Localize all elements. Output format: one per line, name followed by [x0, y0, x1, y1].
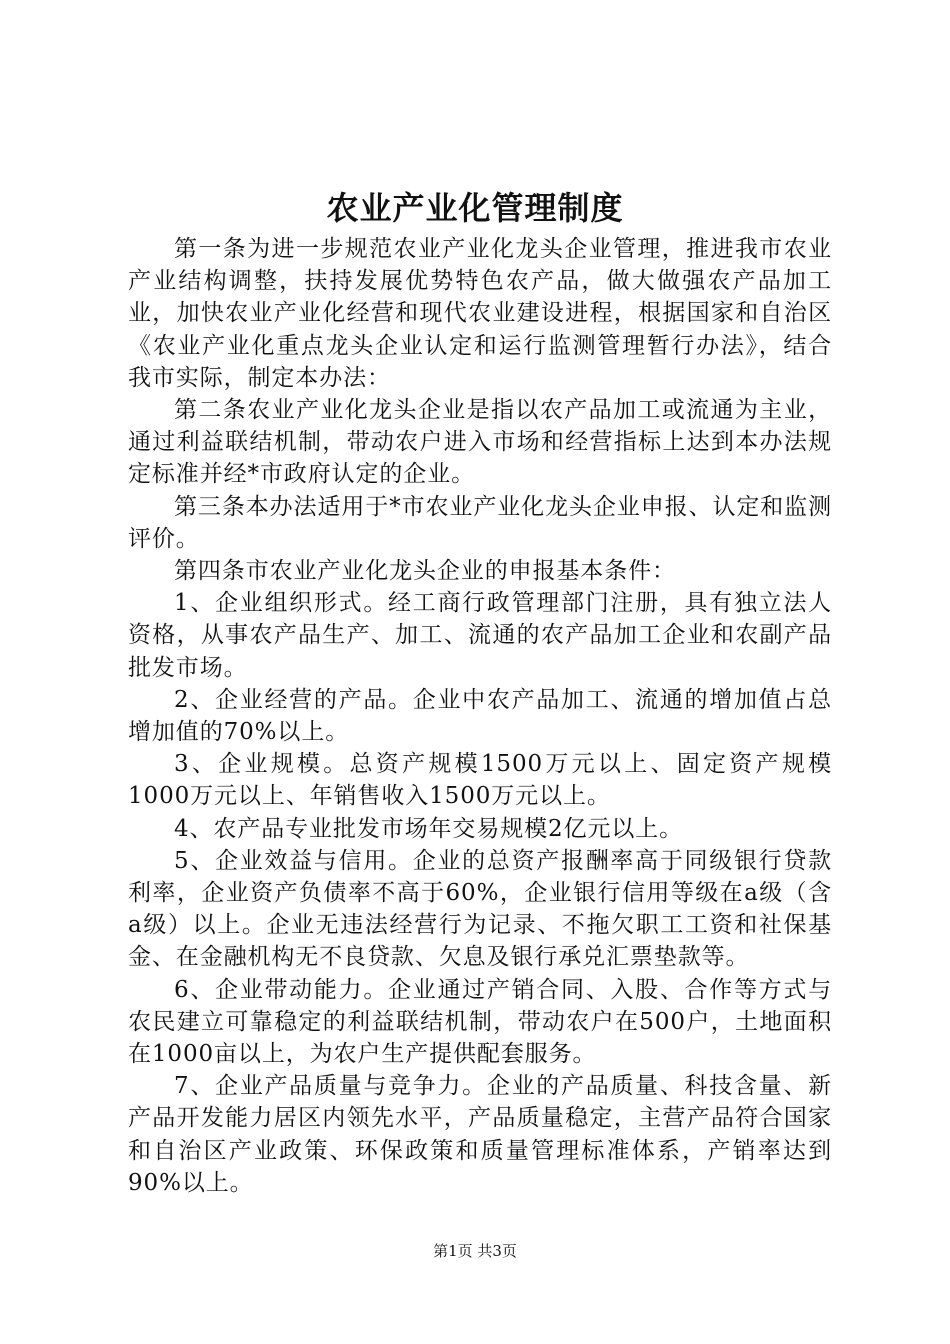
- paragraph-item-1: 1、企业组织形式。经工商行政管理部门注册，具有独立法人资格，从事农产品生产、加工、流通的农产品加工企业和农副产品批发市场。: [128, 590, 832, 681]
- paragraph-article-2: 第二条农业产业化龙头企业是指以农产品加工或流通为主业，通过利益联结机制，带动农户进入市场和经营指标上达到本办法规定标准并经*市政府认定的企业。: [128, 397, 832, 488]
- page-number-footer: 第1页 共3页: [433, 1242, 517, 1260]
- paragraph-item-7: 7、企业产品质量与竞争力。企业的产品质量、科技含量、新产品开发能力居区内领先水平，产品质量稳定，主营产品符合国家和自治区产业政策、环保政策和质量管理标准体系，产销率达到90%以上。: [128, 1073, 832, 1196]
- paragraph-item-6: 6、企业带动能力。企业通过产销合同、入股、合作等方式与农民建立可靠稳定的利益联结机制，带动农户在500户，土地面积在1000亩以上，为农户生产提供配套服务。: [128, 976, 832, 1068]
- paragraph-item-5: 5、企业效益与信用。企业的总资产报酬率高于同级银行贷款利率，企业资产负债率不高于60%，企业银行信用等级在a级（含a级）以上。企业无违法经营行为记录、不拖欠职工工资和社保基金、在金融机构无不良贷款、欠息及银行承兑汇票垫款等。: [128, 847, 832, 971]
- document-title: 农业产业化管理制度: [326, 189, 624, 227]
- paragraph-item-4: 4、农产品专业批发市场年交易规模2亿元以上。: [174, 815, 684, 842]
- paragraph-item-3: 3、企业规模。总资产规模1500万元以上、固定资产规模1000万元以上、年销售收入1500万元以上。: [128, 751, 832, 810]
- paragraph-article-3: 第三条本办法适用于*市农业产业化龙头企业申报、认定和监测评价。: [128, 493, 832, 552]
- paragraph-item-2: 2、企业经营的产品。企业中农产品加工、流通的增加值占总增加值的70%以上。: [128, 686, 832, 746]
- paragraph-article-4: 第四条市农业产业化龙头企业的申报基本条件：: [174, 558, 676, 585]
- paragraph-article-1: 第一条为进一步规范农业产业化龙头企业管理，推进我市农业产业结构调整，扶持发展优势特色农产品，做大做强农产品加工业，加快农业产业化经营和现代农业建设进程，根据国家和自治区《农业产业化重点龙头企业认定和运行监测管理暂行办法》，结合我市实际，制定本办法：: [128, 236, 832, 391]
- document-body: [128, 233, 832, 1199]
